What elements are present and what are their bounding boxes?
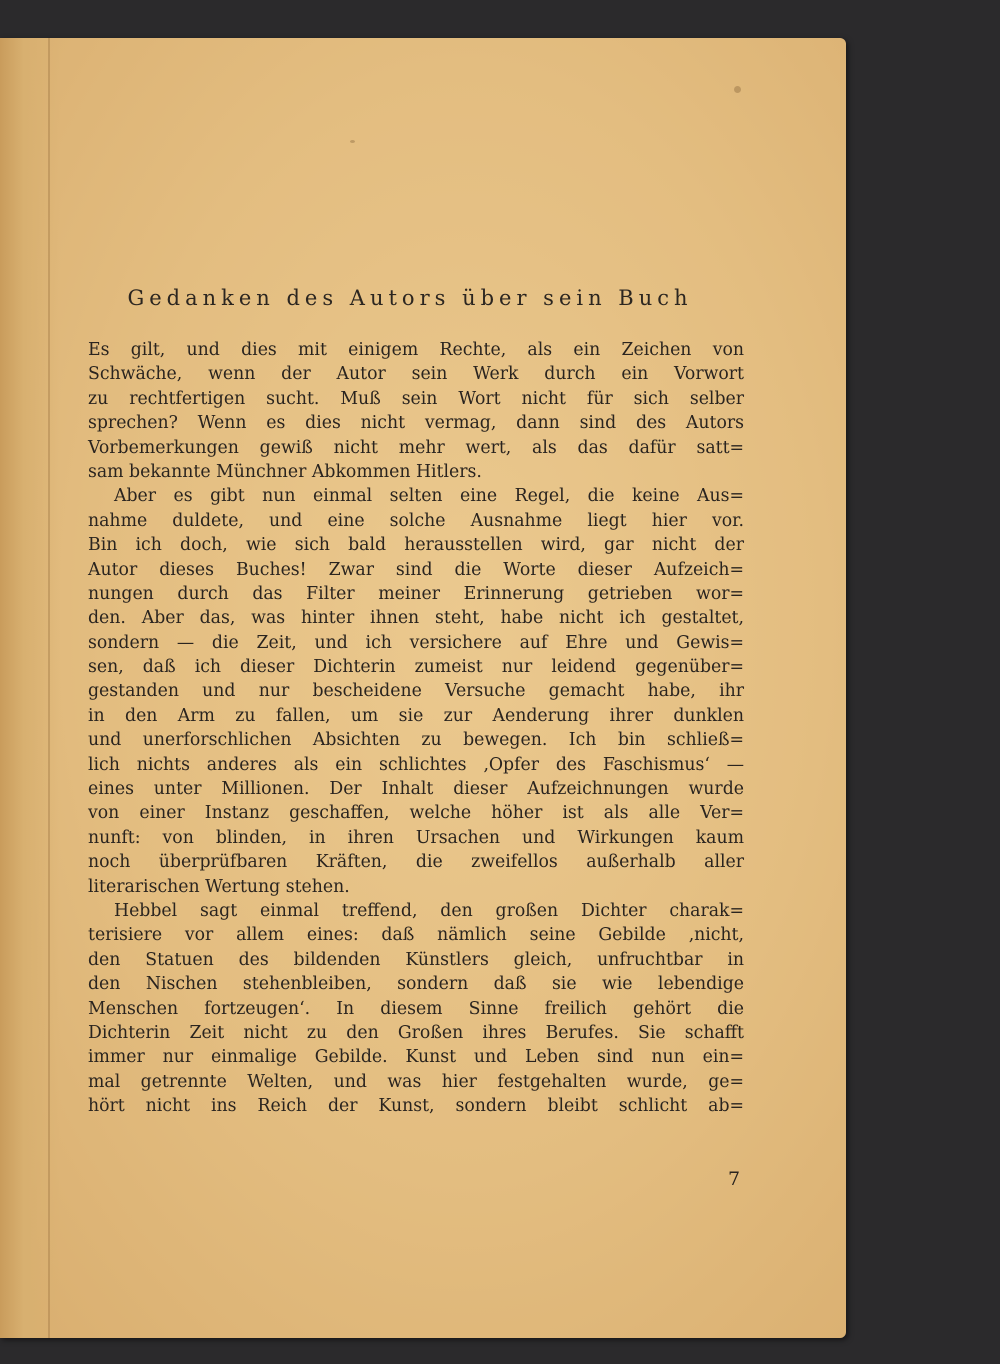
text-line: eines unter Millionen. Der Inhalt dieser Aufzeichnungen wurde [88, 779, 744, 800]
text-line: literarischen Wertung stehen. [88, 876, 350, 897]
text-line: mal getrennte Welten, und was hier festgehalten wurde, ge= [88, 1071, 744, 1092]
text-line: immer nur einmalige Gebilde. Kunst und Leben sind nun ein= [88, 1047, 744, 1068]
text-line: den Nischen stehenbleiben, sondern daß sie wie lebendige [88, 974, 744, 995]
text-line: gestanden und nur bescheidene Versuche gemacht habe, ihr [88, 681, 744, 702]
text-line: sondern — die Zeit, und ich versichere auf Ehre und Gewis= [88, 632, 744, 653]
text-line: hört nicht ins Reich der Kunst, sondern bleibt schlicht ab= [88, 1096, 744, 1117]
text-line: und unerforschlichen Absichten zu bewegen. Ich bin schließ= [88, 730, 744, 751]
text-line: terisiere vor allem eines: daß nämlich seine Gebilde ‚nicht, [88, 925, 744, 946]
text-line: Hebbel sagt einmal treffend, den großen Dichter charak= [114, 900, 744, 921]
text-line: sprechen? Wenn es dies nicht vermag, dann sind des Autors [88, 413, 744, 434]
text-line: sam bekannte Münchner Abkommen Hitlers. [88, 461, 482, 482]
text-line: Vorbemerkungen gewiß nicht mehr wert, als das dafür satt= [88, 437, 744, 458]
text-line: Aber es gibt nun einmal selten eine Regel, die keine Aus= [114, 486, 744, 507]
text-line: nahme duldete, und eine solche Ausnahme liegt hier vor. [88, 510, 744, 531]
text-line: Autor dieses Buches! Zwar sind die Worte dieser Aufzeich= [88, 559, 744, 580]
text-line: Es gilt, und dies mit einigem Rechte, als ein Zeichen von [88, 340, 744, 360]
text-line: nunft: von blinden, in ihren Ursachen und Wirkungen kaum [88, 827, 744, 848]
text-line: von einer Instanz geschaffen, welche höher ist als alle Ver= [88, 803, 744, 824]
chapter-title: Gedanken des Autors über sein Buch [127, 286, 693, 310]
text-line: Dichterin Zeit nicht zu den Großen ihres Berufes. Sie schafft [88, 1022, 744, 1043]
text-line: zu rechtfertigen sucht. Muß sein Wort nicht für sich selber [88, 388, 744, 409]
page-fold-line [48, 38, 50, 1338]
text-line: in den Arm zu fallen, um sie zur Aenderung ihrer dunklen [88, 705, 744, 726]
paper-spot [350, 140, 355, 143]
text-line: noch überprüfbaren Kräften, die zweifellos außerhalb aller [88, 852, 744, 873]
body-text [88, 338, 744, 1119]
text-line: Menschen fortzeugen‘. In diesem Sinne freilich gehört die [88, 998, 744, 1019]
text-line: den Statuen des bildenden Künstlers gleich, unfruchtbar in [88, 949, 744, 970]
text-line: Schwäche, wenn der Autor sein Werk durch ein Vorwort [88, 364, 744, 385]
text-line: lich nichts anderes als ein schlichtes ‚Opfer des Faschismus‘ — [88, 754, 744, 775]
text-line: nungen durch das Filter meiner Erinnerung getrieben wor= [88, 583, 744, 604]
text-line: sen, daß ich dieser Dichterin zumeist nur leidend gegenüber= [88, 657, 744, 678]
paper-spot [734, 86, 741, 93]
page-spine-shadow [0, 38, 60, 1338]
text-line: den. Aber das, was hinter ihnen steht, habe nicht ich gestaltet, [88, 608, 744, 629]
page-number: 7 [728, 1168, 741, 1190]
text-line: Bin ich doch, wie sich bald herausstellen wird, gar nicht der [88, 535, 744, 556]
